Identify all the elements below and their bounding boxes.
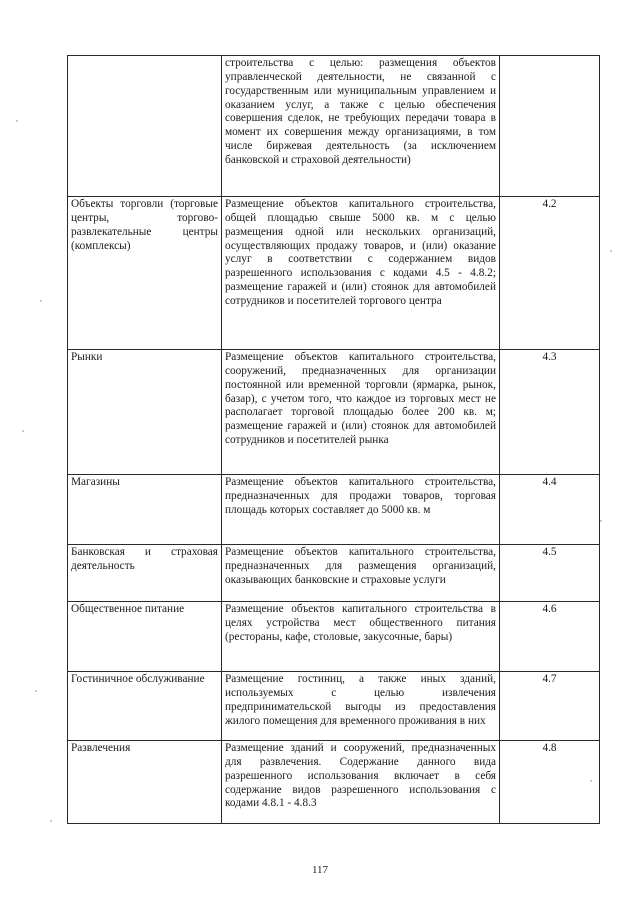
use-description-cell xyxy=(222,741,500,824)
use-description-cell xyxy=(222,197,500,350)
use-code-cell: 4.2 xyxy=(500,197,600,350)
use-code-cell: 4.8 xyxy=(500,741,600,824)
use-description-cell xyxy=(222,672,500,741)
use-code-cell: 4.6 xyxy=(500,602,600,672)
land-use-table xyxy=(67,55,600,824)
scan-speck xyxy=(610,250,612,252)
description-paragraph: Размещение гостиниц, а также иных зданий, используемых с целью извлечения предпринимательской выгоды из предоставления жилого помещения для временного проживания в них xyxy=(225,673,496,727)
use-description-cell xyxy=(222,602,500,672)
use-description-cell xyxy=(222,350,500,475)
use-code-cell: 4.5 xyxy=(500,545,600,602)
description-paragraph: Размещение объектов капитального строительства, общей площадью свыше 5000 кв. м с целью размещения одной или нескольких организаций, осуществляющих продажу товаров, и (или) оказание услуг в соответствии с содержанием видов разрешенного использования с кодами 4.5 - 4.8.2; xyxy=(225,198,496,280)
description-paragraph: размещение гаражей и (или) стоянок для автомобилей сотрудников и посетителей рынка xyxy=(225,420,496,447)
use-name-cell xyxy=(68,56,222,197)
table-row xyxy=(68,602,600,672)
description-paragraph: Размещение объектов капитального строительства, предназначенных для размещения организаций, оказывающих банковские и страховые услуги xyxy=(225,546,496,586)
table-body xyxy=(68,56,600,824)
description-paragraph: размещение гаражей и (или) стоянок для автомобилей сотрудников и посетителей торгового центра xyxy=(225,281,496,307)
use-name-cell: Магазины xyxy=(68,475,222,545)
table-row xyxy=(68,197,600,350)
description-paragraph: Размещение объектов капитального строительства в целях устройства мест общественного питания (рестораны, кафе, столовые, закусочные, бары) xyxy=(225,603,496,643)
table-row xyxy=(68,475,600,545)
scan-speck xyxy=(590,780,592,782)
description-paragraph: Размещение зданий и сооружений, предназначенных для развлечения. Содержание данного вида разрешенного использования включает в себя содержание видов разрешенного использования с кодами 4.8.1 - 4.8.3 xyxy=(225,742,496,810)
use-name-cell: Гостиничное обслуживание xyxy=(68,672,222,741)
table-row xyxy=(68,56,600,197)
use-code-cell xyxy=(500,56,600,197)
scan-speck xyxy=(600,520,602,522)
table-row xyxy=(68,545,600,602)
page-number: 117 xyxy=(311,864,329,876)
scan-speck xyxy=(35,690,37,692)
description-paragraph: Размещение объектов капитального строительства, предназначенных для продажи товаров, торговая площадь которых составляет до 5000 кв. м xyxy=(225,476,496,516)
use-name-cell: Рынки xyxy=(68,350,222,475)
scan-speck xyxy=(50,820,52,822)
table-row xyxy=(68,350,600,475)
use-name-cell: Объекты торговли (торговые центры, торгово-развлекательные центры (комплексы) xyxy=(68,197,222,350)
use-code-cell: 4.4 xyxy=(500,475,600,545)
use-description-cell xyxy=(222,475,500,545)
use-description-cell xyxy=(222,56,500,197)
scan-speck xyxy=(40,300,42,302)
use-code-cell: 4.7 xyxy=(500,672,600,741)
use-code-cell: 4.3 xyxy=(500,350,600,475)
description-paragraph: Размещение объектов капитального строительства, сооружений, предназначенных для организации постоянной или временной торговли (ярмарка, рынок, базар), с учетом того, что каждое из торговых мест не располагает торговой площадью более 200 кв. м; xyxy=(225,351,496,419)
use-name-cell: Банковская и страховая деятельность xyxy=(68,545,222,602)
table-row xyxy=(68,741,600,824)
description-paragraph: строительства с целью: размещения объектов управленческой деятельности, не связанной с государственным или муниципальным управлением и оказанием услуг, а также с целью обеспечения совершения сделок, не требующих передачи товара в момент их совершения между организациями, в том числе биржевая деятельность (за исключением банковской и страховой деятельности) xyxy=(225,57,496,166)
use-description-cell xyxy=(222,545,500,602)
table-row xyxy=(68,672,600,741)
use-name-cell: Общественное питание xyxy=(68,602,222,672)
use-name-cell: Развлечения xyxy=(68,741,222,824)
scan-speck xyxy=(16,120,18,122)
scan-speck xyxy=(22,430,24,432)
